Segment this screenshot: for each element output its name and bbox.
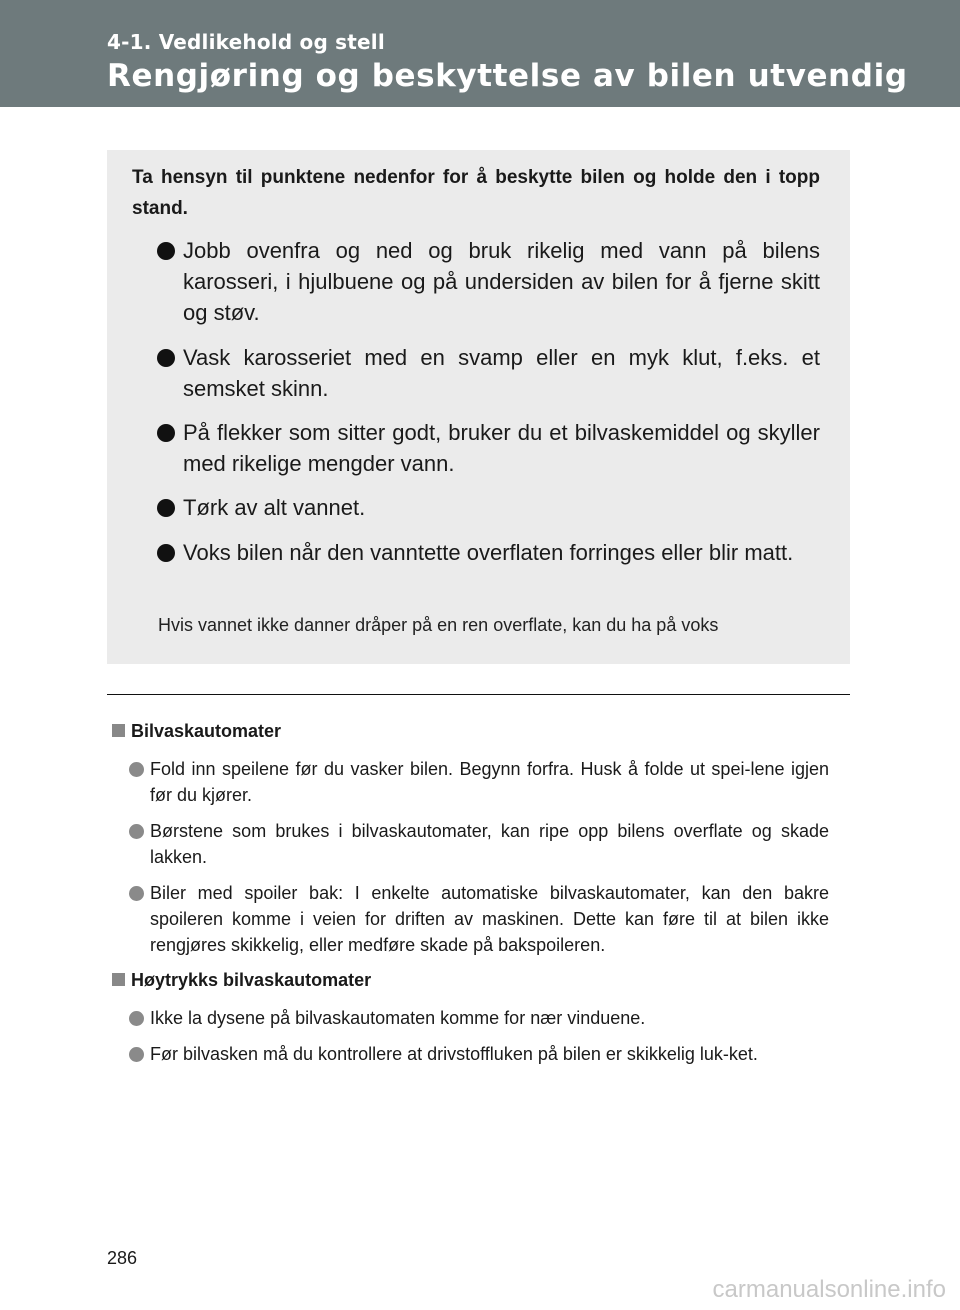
bullet-icon <box>157 242 175 260</box>
intro-note: Hvis vannet ikke danner dråper på en ren overflate, kan du ha på voks <box>158 615 719 635</box>
list-item-text: Ikke la dysene på bilvaskautomaten komme for nær vinduene. <box>150 1008 646 1028</box>
list-item-text: Biler med spoiler bak: I enkelte automatiske bilvaskautomater, kan den bakre spoileren komme i veien for driften av maskinen. Dette kan føre til at bilen ikke rengjøres skikkelig, eller medføre skade på bakspoileren. <box>150 883 829 955</box>
bullet-icon <box>157 544 175 562</box>
subsection-heading <box>112 721 281 742</box>
intro-list-item <box>157 342 820 404</box>
header-band <box>0 0 960 107</box>
intro-item-text: Tørk av alt vannet. <box>183 495 366 520</box>
subsection-title: Bilvaskautomater <box>131 721 282 741</box>
page-number: 286 <box>107 1248 138 1268</box>
intro-box <box>107 150 850 664</box>
subsection-title: Høytrykks bilvaskautomater <box>131 970 372 990</box>
intro-item-text: På flekker som sitter godt, bruker du et bilvaskemiddel og skyller med rikelige mengder vann. <box>183 420 820 476</box>
square-bullet-icon <box>112 724 125 737</box>
bullet-icon <box>129 762 144 777</box>
bullet-icon <box>129 886 144 901</box>
bullet-icon <box>129 1047 144 1062</box>
list-item-text: Før bilvasken må du kontrollere at drivstoffluken på bilen er skikkelig luk-ket. <box>150 1044 758 1064</box>
divider <box>107 694 850 695</box>
intro-heading: Ta hensyn til punktene nedenfor for å beskytte bilen og holde den i topp stand. <box>132 167 820 219</box>
list-item <box>129 1041 829 1067</box>
list-item <box>129 1005 829 1031</box>
list-item <box>129 756 829 808</box>
bullet-icon <box>157 499 175 517</box>
page-title: Rengjøring og beskyttelse av bilen utvendig <box>107 58 908 94</box>
list-item-text: Fold inn speilene før du vasker bilen. Begynn forfra. Husk å folde ut spei-lene igjen før du kjører. <box>150 759 829 805</box>
bullet-icon <box>157 349 175 367</box>
intro-list-item <box>157 537 820 568</box>
list-item-text: Børstene som brukes i bilvaskautomater, kan ripe opp bilens overflate og skade lakken. <box>150 821 829 867</box>
list-item <box>129 818 829 870</box>
subsection-heading <box>112 970 371 991</box>
intro-list-item <box>157 492 820 523</box>
intro-item-text: Voks bilen når den vanntette overflaten forringes eller blir matt. <box>183 540 794 565</box>
list-item <box>129 880 829 958</box>
bullet-icon <box>129 1011 144 1026</box>
watermark: carmanualsonline.info <box>712 1276 946 1303</box>
bullet-icon <box>129 824 144 839</box>
intro-item-text: Jobb ovenfra og ned og bruk rikelig med vann på bilens karosseri, i hjulbuene og på undersiden av bilen for å fjerne skitt og støv. <box>183 238 820 325</box>
bullet-icon <box>157 424 175 442</box>
section-label: 4-1. Vedlikehold og stell <box>107 30 385 54</box>
intro-list-item <box>157 235 820 328</box>
intro-item-text: Vask karosseriet med en svamp eller en myk klut, f.eks. et semsket skinn. <box>183 345 820 401</box>
square-bullet-icon <box>112 973 125 986</box>
intro-list-item <box>157 417 820 479</box>
